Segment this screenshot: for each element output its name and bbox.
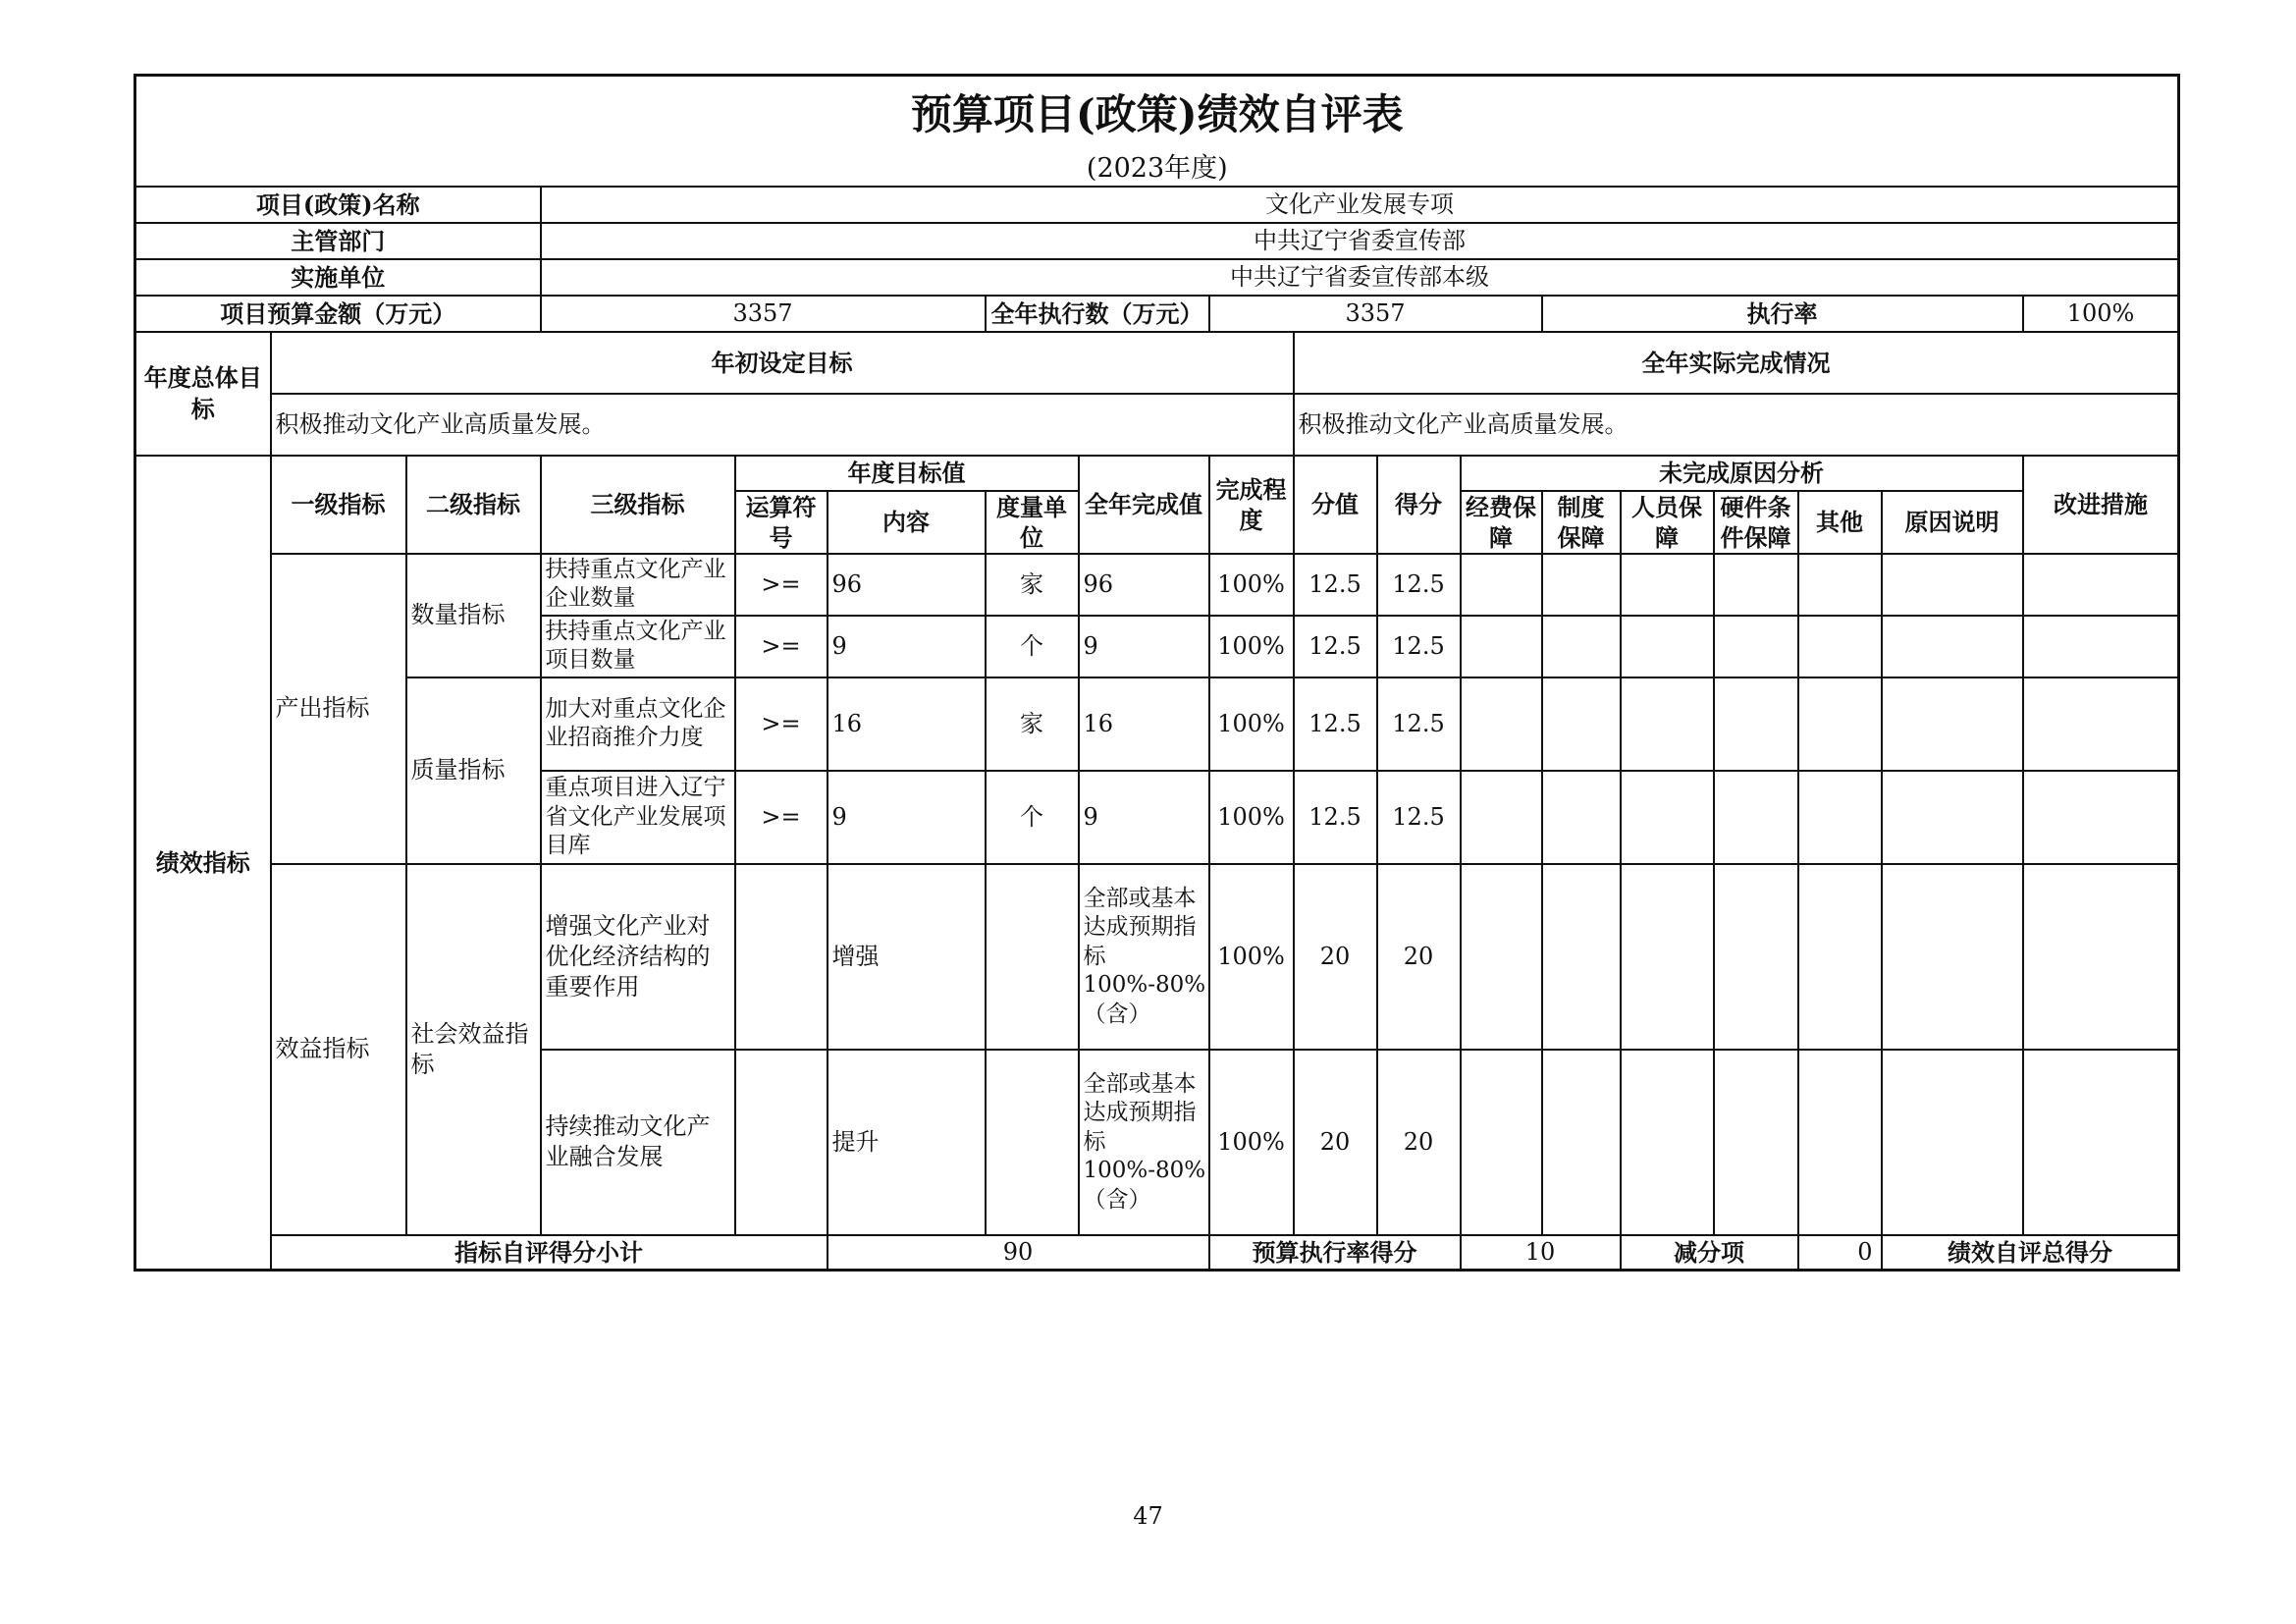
content-header: 内容: [828, 491, 986, 554]
empty-cell: [1461, 554, 1542, 616]
unit-value: 中共辽宁省委宣传部本级: [541, 259, 2179, 296]
page-number: 47: [1133, 1502, 1163, 1530]
indicator-name: 持续推动文化产业融合发展: [541, 1050, 735, 1235]
empty-cell: [1621, 677, 1714, 771]
operator-cell: >=: [735, 554, 828, 616]
empty-cell: [1542, 1050, 1621, 1235]
deduct-value: 0: [1798, 1235, 1882, 1271]
dept-label: 主管部门: [135, 223, 541, 259]
empty-cell: [1798, 616, 1882, 677]
indicator-name: 重点项目进入辽宁省文化产业发展项目库: [541, 771, 735, 864]
staff-header: 人员保障: [1621, 491, 1714, 554]
actual-cell: 全部或基本达成预期指标100%-80%（含）: [1079, 864, 1209, 1050]
empty-cell: [1714, 616, 1798, 677]
category-quantity: 数量指标: [406, 554, 541, 677]
operator-cell: [735, 864, 828, 1050]
actual-cell: 96: [1079, 554, 1209, 616]
degree-cell: 100%: [1209, 554, 1294, 616]
score-cell: 12.5: [1377, 554, 1461, 616]
category-benefit: 效益指标: [271, 864, 406, 1235]
empty-cell: [1542, 864, 1621, 1050]
empty-cell: [1461, 616, 1542, 677]
empty-cell: [1798, 1050, 1882, 1235]
degree-cell: 100%: [1209, 1050, 1294, 1235]
actual-header: 全年完成值: [1079, 456, 1209, 554]
project-name-label: 项目(政策)名称: [135, 187, 541, 223]
empty-cell: [1621, 771, 1714, 864]
value-cell: 12.5: [1294, 616, 1377, 677]
value-cell: 20: [1294, 1050, 1377, 1235]
unit-cell: [986, 864, 1079, 1050]
hardware-header: 硬件条件保障: [1714, 491, 1798, 554]
budget-label: 项目预算金额（万元）: [135, 296, 541, 332]
unit-cell: 个: [986, 616, 1079, 677]
funding-header: 经费保障: [1461, 491, 1542, 554]
empty-cell: [1542, 554, 1621, 616]
operator-cell: >=: [735, 771, 828, 864]
unit-cell: 个: [986, 771, 1079, 864]
indicator-name: 增强文化产业对优化经济结构的重要作用: [541, 864, 735, 1050]
empty-cell: [1621, 554, 1714, 616]
category-quality: 质量指标: [406, 677, 541, 864]
degree-cell: 100%: [1209, 864, 1294, 1050]
reason-group-header: 未完成原因分析: [1461, 456, 2023, 491]
empty-cell: [1798, 554, 1882, 616]
empty-cell: [1714, 677, 1798, 771]
empty-cell: [1461, 677, 1542, 771]
content-cell: 9: [828, 771, 986, 864]
value-cell: 12.5: [1294, 677, 1377, 771]
rate-value: 100%: [2023, 296, 2179, 332]
score-header: 得分: [1377, 456, 1461, 554]
year-label: (2023年度): [135, 151, 2179, 187]
performance-table: [133, 74, 2180, 1272]
empty-cell: [2023, 616, 2179, 677]
empty-cell: [1714, 864, 1798, 1050]
unit-header: 度量单位: [986, 491, 1079, 554]
empty-cell: [1542, 616, 1621, 677]
degree-cell: 100%: [1209, 677, 1294, 771]
unit-label: 实施单位: [135, 259, 541, 296]
exec-value: 3357: [1209, 296, 1542, 332]
exec-label: 全年执行数（万元）: [986, 296, 1209, 332]
actual-cell: 16: [1079, 677, 1209, 771]
operator-cell: >=: [735, 616, 828, 677]
empty-cell: [2023, 1050, 2179, 1235]
score-cell: 12.5: [1377, 616, 1461, 677]
empty-cell: [1882, 554, 2023, 616]
perf-indicators-label: 绩效指标: [135, 456, 271, 1271]
content-cell: 9: [828, 616, 986, 677]
empty-cell: [2023, 554, 2179, 616]
empty-cell: [1798, 677, 1882, 771]
degree-header: 完成程度: [1209, 456, 1294, 554]
value-cell: 12.5: [1294, 554, 1377, 616]
other-header: 其他: [1798, 491, 1882, 554]
empty-cell: [1621, 616, 1714, 677]
dept-value: 中共辽宁省委宣传部: [541, 223, 2179, 259]
unit-cell: 家: [986, 677, 1079, 771]
empty-cell: [1542, 771, 1621, 864]
operator-cell: >=: [735, 677, 828, 771]
actual-cell: 全部或基本达成预期指标100%-80%（含）: [1079, 1050, 1209, 1235]
explain-header: 原因说明: [1882, 491, 2023, 554]
score-cell: 12.5: [1377, 771, 1461, 864]
score-cell: 20: [1377, 864, 1461, 1050]
empty-cell: [1798, 864, 1882, 1050]
score-value-header: 分值: [1294, 456, 1377, 554]
content-cell: 提升: [828, 1050, 986, 1235]
content-cell: 16: [828, 677, 986, 771]
score-cell: 20: [1377, 1050, 1461, 1235]
goal-set-text: 积极推动文化产业高质量发展。: [271, 394, 1294, 456]
empty-cell: [1882, 677, 2023, 771]
unit-cell: 家: [986, 554, 1079, 616]
total-label: 绩效自评总得分: [1882, 1235, 2179, 1271]
empty-cell: [1714, 1050, 1798, 1235]
goal-actual-header: 全年实际完成情况: [1294, 332, 2179, 394]
operator-header: 运算符号: [735, 491, 828, 554]
value-cell: 20: [1294, 864, 1377, 1050]
empty-cell: [1461, 771, 1542, 864]
empty-cell: [1621, 864, 1714, 1050]
goal-set-header: 年初设定目标: [271, 332, 1294, 394]
score-cell: 12.5: [1377, 677, 1461, 771]
subtotal-value: 90: [828, 1235, 1209, 1271]
project-name: 文化产业发展专项: [541, 187, 2179, 223]
empty-cell: [2023, 771, 2179, 864]
empty-cell: [1542, 677, 1621, 771]
goal-label: 年度总体目标: [135, 332, 271, 456]
empty-cell: [1882, 616, 2023, 677]
indicator-name: 加大对重点文化企业招商推介力度: [541, 677, 735, 771]
indicator-name: 扶持重点文化产业企业数量: [541, 554, 735, 616]
content-cell: 96: [828, 554, 986, 616]
empty-cell: [2023, 677, 2179, 771]
empty-cell: [1714, 771, 1798, 864]
actual-cell: 9: [1079, 616, 1209, 677]
degree-cell: 100%: [1209, 616, 1294, 677]
level2-header: 二级指标: [406, 456, 541, 554]
value-cell: 12.5: [1294, 771, 1377, 864]
page-title: 预算项目(政策)绩效自评表: [135, 76, 2179, 151]
rate-label: 执行率: [1542, 296, 2023, 332]
budget-score-value: 10: [1461, 1235, 1621, 1271]
improve-header: 改进措施: [2023, 456, 2179, 554]
level1-header: 一级指标: [271, 456, 406, 554]
deduct-label: 减分项: [1621, 1235, 1798, 1271]
unit-cell: [986, 1050, 1079, 1235]
budget-score-label: 预算执行率得分: [1209, 1235, 1461, 1271]
budget-value: 3357: [541, 296, 986, 332]
category-output: 产出指标: [271, 554, 406, 864]
empty-cell: [1882, 1050, 2023, 1235]
degree-cell: 100%: [1209, 771, 1294, 864]
indicator-name: 扶持重点文化产业项目数量: [541, 616, 735, 677]
target-group-header: 年度目标值: [735, 456, 1079, 491]
empty-cell: [2023, 864, 2179, 1050]
empty-cell: [1798, 771, 1882, 864]
empty-cell: [1714, 554, 1798, 616]
goal-actual-text: 积极推动文化产业高质量发展。: [1294, 394, 2179, 456]
empty-cell: [1461, 1050, 1542, 1235]
subtotal-label: 指标自评得分小计: [271, 1235, 828, 1271]
empty-cell: [1621, 1050, 1714, 1235]
system-header: 制度保障: [1542, 491, 1621, 554]
actual-cell: 9: [1079, 771, 1209, 864]
content-cell: 增强: [828, 864, 986, 1050]
level3-header: 三级指标: [541, 456, 735, 554]
operator-cell: [735, 1050, 828, 1235]
empty-cell: [1882, 864, 2023, 1050]
empty-cell: [1882, 771, 2023, 864]
category-social: 社会效益指标: [406, 864, 541, 1235]
empty-cell: [1461, 864, 1542, 1050]
